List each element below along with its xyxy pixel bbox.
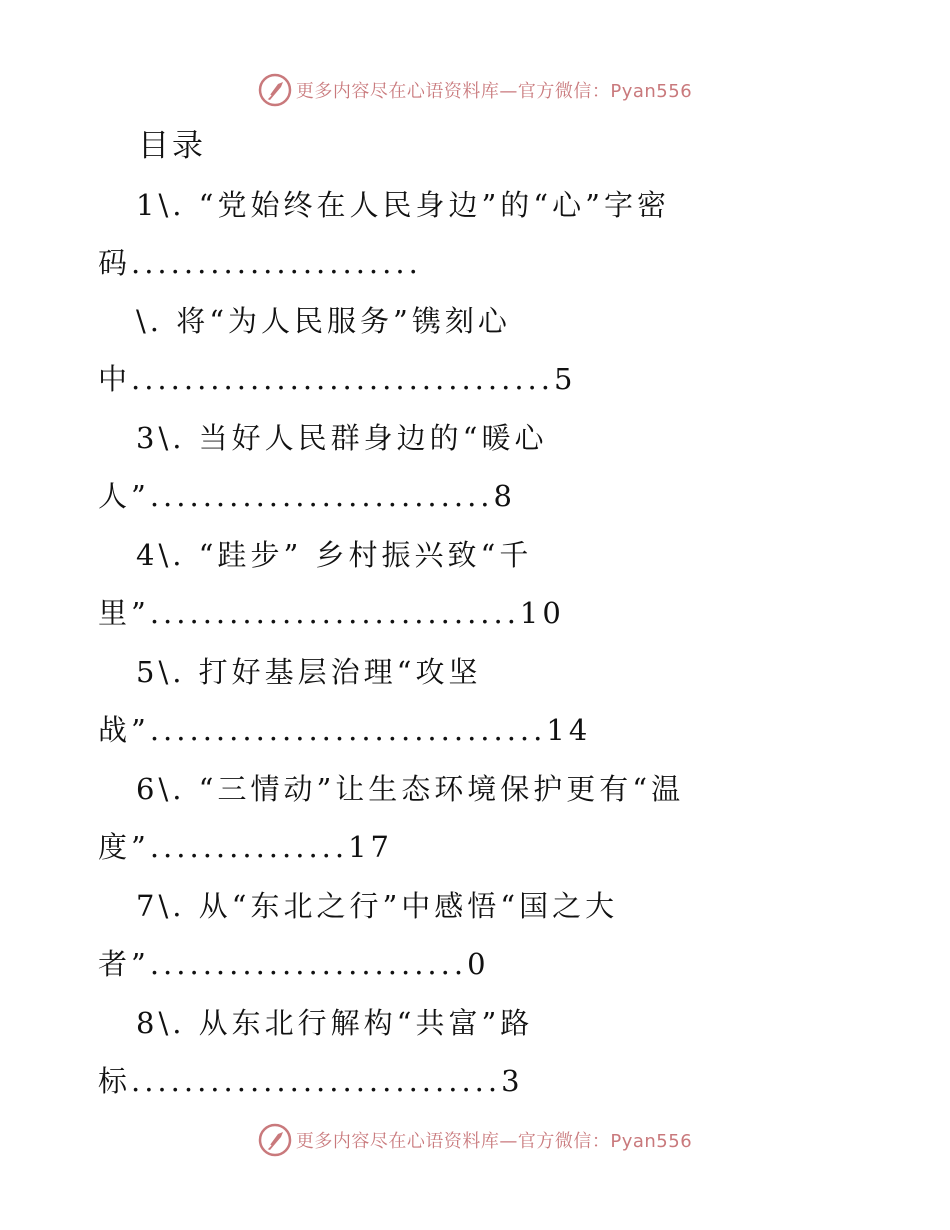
toc-entry-4-head: 4\. “跬步” 乡村振兴致“千 <box>136 538 533 572</box>
toc-entry-8-tail: 标............................3 <box>98 1064 524 1098</box>
toc-entry-3-tail: 人”..........................8 <box>98 479 516 513</box>
quill-pen-logo-icon <box>258 73 292 107</box>
watermark-text: 更多内容尽在心语资料库—官方微信：Pyan556 <box>295 1131 693 1152</box>
toc-entry-7-tail: 者”........................0 <box>98 947 490 981</box>
watermark-text: 更多内容尽在心语资料库—官方微信：Pyan556 <box>295 81 693 102</box>
toc-entry-7-head: 7\. 从“东北之行”中感悟“国之大 <box>136 889 619 923</box>
toc-entry-2-head: \. 将“为人民服务”镌刻心 <box>136 304 511 338</box>
toc-entry-8-head: 8\. 从东北行解构“共富”路 <box>136 1006 534 1040</box>
toc-entry-1-head: 1\. “党始终在人民身边”的“心”字密 <box>136 188 670 222</box>
quill-pen-logo-icon <box>258 1123 292 1157</box>
toc-entry-5-head: 5\. 打好基层治理“攻坚 <box>136 655 482 689</box>
toc-entry-1-tail: 码...................... <box>98 246 422 280</box>
header-watermark-banner <box>0 72 950 108</box>
toc-entry-6-head: 6\. “三情动”让生态环境保护更有“温 <box>136 772 685 806</box>
toc-entry-3-head: 3\. 当好人民群身边的“暖心 <box>136 421 548 455</box>
toc-entry-5-tail: 战”..............................14 <box>98 713 592 747</box>
toc-title: 目录 <box>138 128 206 164</box>
footer-watermark-banner <box>0 1122 950 1158</box>
toc-entry-6-tail: 度”...............17 <box>98 830 394 864</box>
toc-entry-4-tail: 里”............................10 <box>98 596 565 630</box>
toc-entry-2-tail: 中................................5 <box>98 362 577 396</box>
